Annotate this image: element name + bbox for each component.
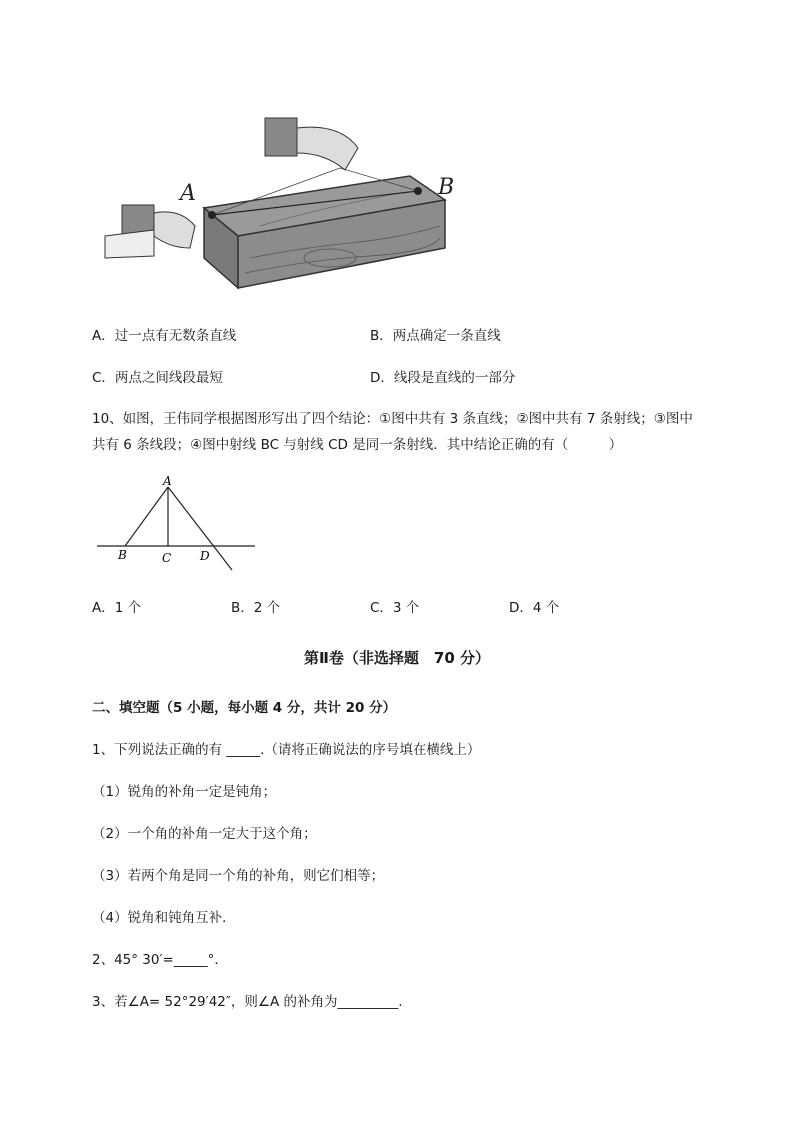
q10-label-d: D — [200, 549, 210, 563]
q10-option-c: C．3 个 — [370, 600, 420, 616]
q9-photo-drawing — [100, 108, 460, 293]
fill-q1-item-3: （3）若两个角是同一个角的补角，则它们相等； — [92, 868, 385, 884]
q10-option-d: D．4 个 — [509, 600, 560, 616]
q10-figure-drawing — [92, 472, 262, 582]
q10-label-a: A — [163, 474, 172, 488]
q10-stem-line-2: 共有 6 条线段；④图中射线 BC 与射线 CD 是同一条射线．其中结论正确的有（ ） — [92, 437, 623, 453]
q10-label-c: C — [162, 551, 172, 565]
q10-figure — [92, 472, 262, 582]
q9-option-a: A．过一点有无数条直线 — [92, 328, 237, 344]
q9-photo-label-b: B — [438, 175, 455, 200]
q10-option-b: B．2 个 — [231, 600, 281, 616]
q10-stem-line-1: 10、如图，王伟同学根据图形写出了四个结论：①图中共有 3 条直线；②图中共有 7 条射线；③图中 — [92, 411, 693, 427]
q9-option-c: C．两点之间线段最短 — [92, 370, 223, 386]
fill-q1-item-2: （2）一个角的补角一定大于这个角； — [92, 826, 317, 842]
q10-label-b: B — [118, 548, 127, 562]
fill-q3: 3、若∠A= 52°29′42″，则∠A 的补角为_________. — [92, 994, 403, 1010]
part2-title: 第Ⅱ卷（非选择题 70 分） — [304, 649, 490, 667]
q9-photo — [100, 108, 460, 293]
q10-option-a: A．1 个 — [92, 600, 142, 616]
fill-q1-item-4: （4）锐角和钝角互补． — [92, 910, 236, 926]
section-heading: 二、填空题（5 小题，每小题 4 分，共计 20 分） — [92, 700, 397, 716]
q9-option-d: D．线段是直线的一部分 — [370, 370, 516, 386]
fill-q2: 2、45° 30′=_____°． — [92, 952, 228, 968]
fill-q1-stem: 1、下列说法正确的有 _____.（请将正确说法的序号填在横线上） — [92, 742, 481, 758]
q9-photo-label-a: A — [180, 181, 196, 206]
fill-q1-item-1: （1）锐角的补角一定是钝角； — [92, 784, 277, 800]
q9-option-b: B．两点确定一条直线 — [370, 328, 501, 344]
